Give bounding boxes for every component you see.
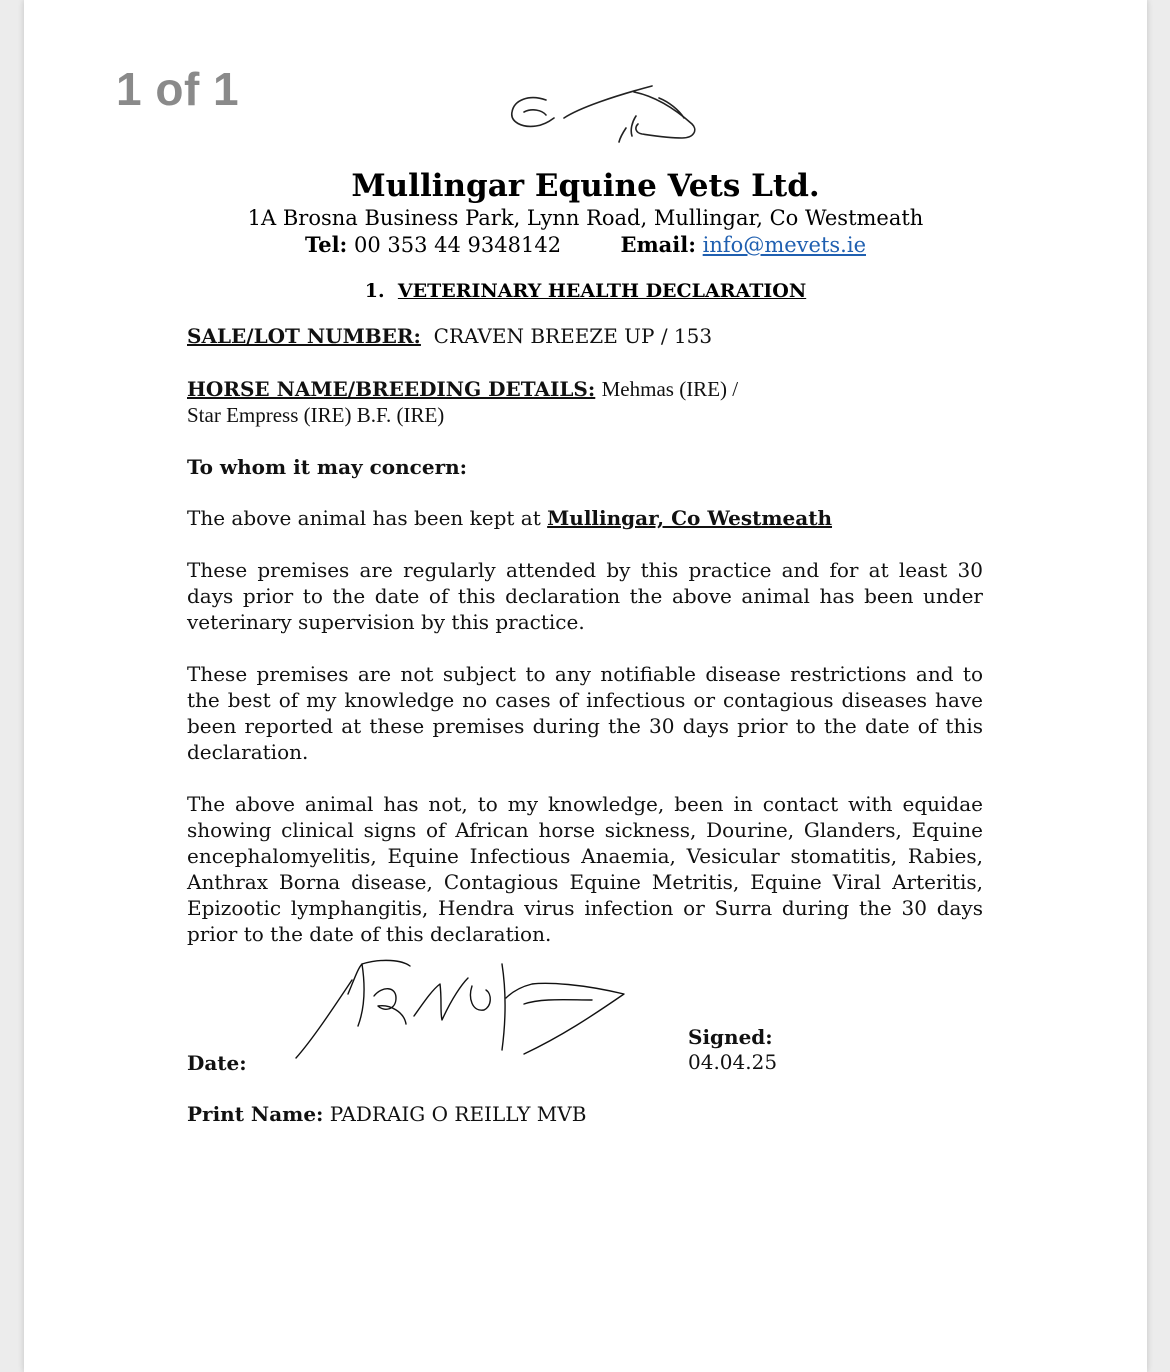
tel-value: 00 353 44 9348142 xyxy=(353,233,562,257)
kept-at-line xyxy=(187,505,983,531)
kept-at-text: The above animal has been kept at xyxy=(187,506,541,530)
sale-lot-line xyxy=(187,323,983,349)
print-name-line xyxy=(187,1101,983,1127)
horse-value-line2: Star Empress (IRE) B.F. (IRE) xyxy=(187,403,445,427)
section-title xyxy=(24,280,1147,302)
date-label: Date: xyxy=(187,1051,247,1075)
sale-lot-label: SALE/LOT NUMBER: xyxy=(187,324,421,348)
email-link[interactable]: info@mevets.ie xyxy=(702,233,866,257)
horse-details xyxy=(187,376,983,402)
company-address: 1A Brosna Business Park, Lynn Road, Mullingar, Co Westmeath xyxy=(247,206,924,230)
document-page xyxy=(24,0,1147,1372)
signed-label: Signed: xyxy=(688,1025,773,1049)
email-label: Email: xyxy=(620,232,696,257)
company-name: Mullingar Equine Vets Ltd. xyxy=(351,168,820,204)
page-indicator: 1 of 1 xyxy=(116,63,240,115)
print-name-value: PADRAIG O REILLY MVB xyxy=(329,1102,587,1126)
paragraph-restrictions: These premises are not subject to any notifiable disease restrictions and to the best of my knowledge no cases of infectious or contagious diseases have been reported at these premises during the 30 days prior to the date of this declaration. xyxy=(187,662,983,764)
sale-lot-value: CRAVEN BREEZE UP / 153 xyxy=(433,324,713,348)
horse-value-line1: Mehmas (IRE) / xyxy=(601,377,739,401)
tel-label: Tel: xyxy=(304,232,348,257)
company-contact xyxy=(24,232,1147,257)
signed-date: 04.04.25 xyxy=(688,1050,778,1074)
kept-at-location: Mullingar, Co Westmeath xyxy=(547,506,833,530)
paragraph-supervision: These premises are regularly attended by this practice and for at least 30 days prior to the date of this declaration the above animal has been under veterinary supervision by this practice. xyxy=(187,558,983,634)
section-number: 1. xyxy=(364,280,385,302)
paragraph-contact: The above animal has not, to my knowledge, been in contact with equidae showing clinical signs of African horse sickness, Dourine, Glanders, Equine encephalomyelitis, Equine Infectious Anaemia, Vesicular stomatitis, Rabies, Anthrax Borna disease, Contagious Equine Metritis, Equine Viral Arteritis, Epizootic lymphangitis, Hendra virus infection or Surra during the 30 days prior to the date of this declaration. xyxy=(187,792,983,946)
salutation: To whom it may concern: xyxy=(187,455,468,479)
horse-head-logo-icon xyxy=(484,78,704,148)
print-name-label: Print Name: xyxy=(187,1102,324,1126)
horse-label: HORSE NAME/BREEDING DETAILS: xyxy=(187,377,596,401)
section-title-text: VETERINARY HEALTH DECLARATION xyxy=(397,280,807,302)
